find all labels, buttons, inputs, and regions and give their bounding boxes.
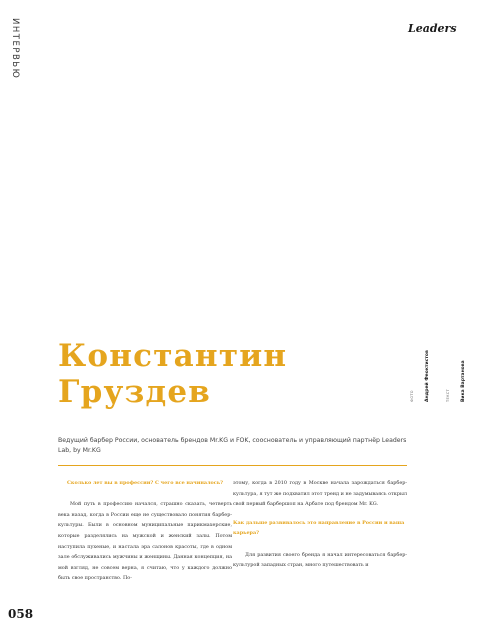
page-number: 058 [8, 607, 34, 621]
credit-role: ФОТО [410, 390, 414, 402]
interview-question: Сколько лет вы в профессии? С чего все начиналось? [67, 480, 223, 486]
section-label: ИНТЕРВЬЮ [10, 18, 20, 80]
article-paragraph: этому, когда в 2010 году в Москве начала зарождаться барбер-культура, я тут же подхватил этот тренд и не задумываясь открыл свой первый барбершоп на Арбате под брендом Mr. KG. [233, 480, 407, 508]
credit-text [440, 322, 472, 402]
credit-role: ТЕКСТ [446, 389, 450, 402]
title-last-name: Груздев [58, 374, 212, 410]
photo-text-credits [404, 322, 466, 402]
article-paragraph: Мой путь в профессию начался, страшно сказать, четверть века назад, когда в России еще не существовало понятия барбер-культуры. Были в основном муниципальные парикмахерские, которые разделялись на мужской и женский залы. Потом наступила пухеные, и настала эра салонов красоты, где в одном зале обслуживались мужчины и женщины. Данная концепция, на мой взгляд, не совсем верна, я считаю, что у каждого должно быть свое пространство. По- [58, 501, 232, 582]
magazine-logo: Leaders [408, 22, 457, 35]
lead-text: Ведущий барбер России, основатель брендов Mr.KG и FOK, сооснователь и управляющий партнёр Leaders Lab, by Mr.KG [58, 437, 407, 454]
credit-photo [404, 322, 436, 402]
credit-name: Вика Вартанова [461, 360, 466, 402]
divider-rule [58, 465, 407, 466]
credit-name: Андрей Феоктистов [425, 350, 430, 402]
article-paragraph: Для развития своего бренда я начал интересоваться барбер-культурой западных стран, много путешествовать и [233, 551, 407, 569]
article-title [58, 338, 287, 410]
article-column-left [58, 478, 232, 592]
title-first-name: Константин [58, 338, 288, 374]
interview-question: Как дальше развивалось это направление в России и ваша карьера? [233, 519, 405, 537]
article-column-right [233, 478, 407, 579]
